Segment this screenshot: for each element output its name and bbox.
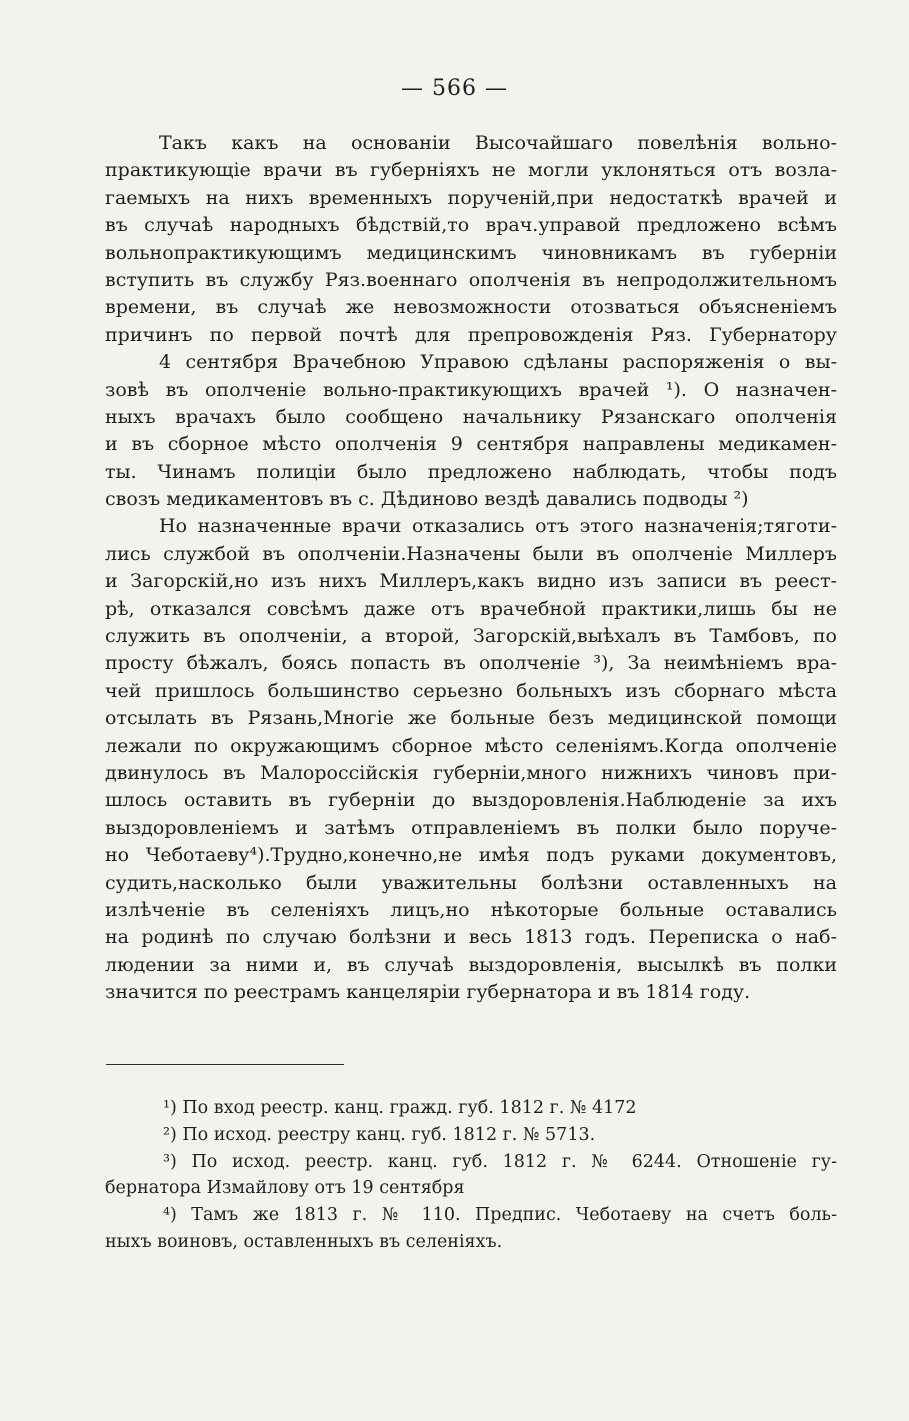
text-line: судить,насколько были уважительны болѣзни оставленныхъ на xyxy=(105,871,837,894)
footnote-divider xyxy=(106,1064,344,1065)
footnote-line: бернатора Измайлову отъ 19 сентября xyxy=(105,1178,465,1199)
text-line: практикующіе врачи въ губерніяхъ не могли уклоняться отъ возла- xyxy=(105,159,837,182)
text-line: просту бѣжалъ, боясь попасть въ ополченіе ³), За неимѣніемъ вра- xyxy=(105,652,837,675)
text-line: въ случаѣ народныхъ бѣдствій,то врач.управой предложено всѣмъ xyxy=(105,214,837,237)
main-text xyxy=(105,130,837,1007)
text-line: вступить въ службу Ряз.военнаго ополченія въ непродолжительномъ xyxy=(105,268,837,291)
text-line: выздоровленіемъ и затѣмъ отправленіемъ въ полки было поруче- xyxy=(105,816,837,839)
text-line: шлось оставить въ губерніи до выздоровленія.Наблюденіе за ихъ xyxy=(105,789,837,812)
text-line: на родинѣ по случаю болѣзни и весь 1813 годъ. Переписка о наб- xyxy=(105,926,837,949)
text-line: лежали по окружающимъ сборное мѣсто селеніямъ.Когда ополченіе xyxy=(105,734,837,757)
footnote-line: ¹) По вход реестр. канц. гражд. губ. 1812 г. № 4172 xyxy=(163,1098,637,1118)
footnote-line: ³) По исход. реестр. канц. губ. 1812 г. № 6244. Отношеніе гу- xyxy=(163,1151,837,1172)
text-line: вольнопрактикующимъ медицинскимъ чиновникамъ въ губерніи xyxy=(105,241,837,264)
text-line: чей пришлось большинство серьезно больныхъ изъ сборнаго мѣста xyxy=(105,679,837,702)
text-line: рѣ, отказался совсѣмъ даже отъ врачебной практики,лишь бы не xyxy=(105,597,837,620)
text-line: зовѣ въ ополченіе вольно-практикующихъ врачей ¹). О назначен- xyxy=(105,378,837,401)
text-line: Такъ какъ на основаніи Высочайшаго повелѣнія вольно- xyxy=(159,132,837,154)
footnote-line: ²) По исход. реестру канц. губ. 1812 г. № 5713. xyxy=(163,1124,596,1145)
text-line: 4 сентября Врачебною Управою сдѣланы распоряженія о вы- xyxy=(159,351,837,374)
text-line: двинулось въ Малороссійскія губерніи,много нижнихъ чиновъ при- xyxy=(105,761,837,784)
text-line: но Чеботаеву⁴).Трудно,конечно,не имѣя подъ руками документовъ, xyxy=(105,844,837,867)
text-line: и въ сборное мѣсто ополченія 9 сентября направлены медикамен- xyxy=(105,433,837,456)
page-number: — 566 — xyxy=(401,76,508,101)
text-line: излѣченіе въ селеніяхъ лицъ,но нѣкоторые больные оставались xyxy=(105,898,837,921)
text-line: и Загорскій,но изъ нихъ Миллеръ,какъ видно изъ записи въ реест- xyxy=(105,570,837,593)
text-line: гаемыхъ на нихъ временныхъ порученій,при недостаткѣ врачей и xyxy=(105,186,837,209)
footnote-line: ⁴) Тамъ же 1813 г. № 110. Предпис. Чеботаеву на счетъ боль- xyxy=(163,1205,837,1226)
footnotes xyxy=(105,1095,837,1256)
text-line: времени, въ случаѣ же невозможности отозваться объясненіемъ xyxy=(105,296,837,319)
footnote-line: ныхъ воиновъ, оставленныхъ въ селеніяхъ. xyxy=(105,1231,503,1252)
text-line: служить въ ополченіи, а второй, Загорскій,выѣхалъ въ Тамбовъ, по xyxy=(105,625,837,648)
text-line: лись службой въ ополченіи.Назначены были въ ополченіе Миллеръ xyxy=(105,542,837,565)
text-line: причинъ по первой почтѣ для препровожденія Ряз. Губернатору xyxy=(105,323,837,346)
text-line: ныхъ врачахъ было сообщено начальнику Рязанскаго ополченія xyxy=(105,405,837,428)
text-line: людении за ними и, въ случаѣ выздоровленія, высылкѣ въ полки xyxy=(105,953,837,976)
text-line: ты. Чинамъ полиціи было предложено наблюдать, чтобы подъ xyxy=(105,460,837,483)
text-line: отсылать въ Рязань,Многіе же больные безъ медицинской помощи xyxy=(105,707,837,730)
text-line: Но назначенные врачи отказались отъ этого назначенія;тяготи- xyxy=(159,515,837,538)
text-line: свозъ медикаментовъ въ с. Дѣдиново вездѣ давались подводы ²) xyxy=(105,488,749,511)
text-line: значится по реестрамъ канцеляріи губернатора и въ 1814 году. xyxy=(105,981,751,1004)
